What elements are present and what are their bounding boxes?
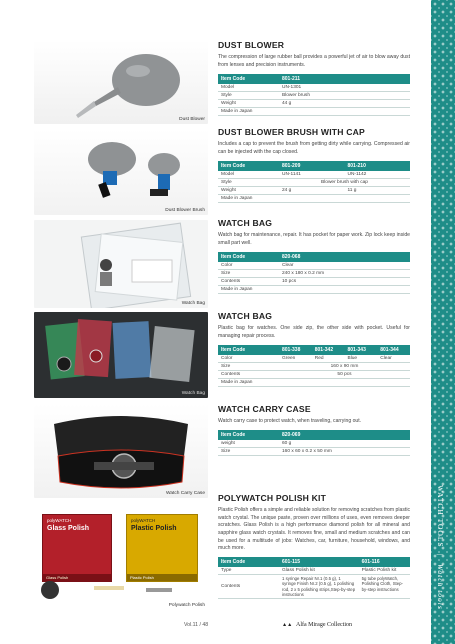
dust-blower-photo: [34, 40, 208, 124]
dust-blower-caption: Dust Blower: [179, 117, 205, 122]
watch-bag-photo: [34, 220, 208, 308]
table-row: [218, 378, 410, 386]
spec-value: UN-1142: [345, 171, 411, 179]
carry-case-caption: Watch Carry Case: [165, 491, 205, 496]
spec-value: 1 syringe Repair Nr.1 (0.5 g), 1 syringe Finish Nr.2 (0.5 g), 1 polishing rod, 2 x 5 polishing strips,Step-by-step instructions: [279, 574, 359, 598]
header-label: Item Code: [218, 557, 279, 567]
header-label: Item Code: [218, 252, 279, 262]
dust-blower-spec-table: [218, 74, 410, 116]
spec-value: Blue: [345, 355, 378, 363]
watch-bag-caption: Watch Bag: [181, 301, 205, 306]
table-row: [218, 99, 410, 107]
table-row: [218, 370, 410, 378]
table-row: [218, 171, 410, 179]
glass-polish-name: Glass Polish: [47, 525, 90, 532]
spec-label: Style: [218, 91, 279, 99]
table-row: [218, 567, 410, 575]
watch-bag-illustration: [34, 220, 208, 308]
spec-label: Size: [218, 447, 279, 455]
polish-kit-photo: [34, 504, 208, 610]
polish-accessories: [34, 504, 208, 610]
table-row: [218, 355, 410, 363]
polish-kit-section: [218, 493, 410, 599]
spec-value: UN-1301: [279, 84, 410, 92]
watch-bag-color-spec-table: [218, 345, 410, 387]
table-row: [218, 574, 410, 598]
blower-brush-illustration: [34, 129, 208, 215]
spec-label: Color: [218, 262, 279, 270]
spec-value: Red: [312, 355, 345, 363]
spec-value: 50 pcs: [279, 370, 410, 378]
carry-case-photo: [34, 404, 208, 498]
dust-blower-illustration: [34, 40, 208, 124]
item-code: 801-344: [377, 345, 410, 355]
spec-value: Blower brush with cap: [279, 178, 410, 186]
brand-name: Alfa Mirage Collection: [296, 622, 352, 628]
item-code: 801-211: [279, 74, 410, 84]
spec-label: Weight: [218, 186, 279, 194]
table-row: [218, 194, 410, 202]
item-code: 801-209: [279, 161, 345, 171]
sidebar-subcategory: Watch tools: [436, 563, 445, 610]
dust-blower-title: DUST BLOWER: [218, 40, 285, 50]
blower-brush-photo: [34, 129, 208, 215]
spec-label: Style: [218, 178, 279, 186]
sidebar-category: WATCH TOOLS: [436, 485, 445, 548]
header-label: Item Code: [218, 430, 279, 440]
watch-bag-color-description: Plastic bag for watches. One side zip, the other side with pocket. Useful for managing repair process.: [218, 325, 410, 339]
table-row: [218, 91, 410, 99]
brush-cap-description: Includes a cap to prevent the brush from getting dirty while carrying. Compressed air can be injected with the cap closed.: [218, 141, 410, 155]
table-row: [218, 107, 410, 115]
spec-label: Contents: [218, 370, 279, 378]
spec-value: Plastic Polish kit: [359, 567, 410, 575]
dust-blower-description: The compression of large rubber ball provides a powerful jet of air to blow away dust from lenses and precision instruments.: [218, 54, 410, 68]
spec-value: 160 x 90 mm: [279, 362, 410, 370]
header-label: Item Code: [218, 345, 279, 355]
watch-bags-color-photo: [34, 312, 208, 398]
item-code: 820-068: [279, 252, 410, 262]
blower-brush-caption: Dust Blower Brush: [165, 208, 205, 213]
plastic-polish-strip: Plastic Polish: [127, 574, 197, 581]
item-code: 801-343: [345, 345, 378, 355]
watch-bag-color-title: WATCH BAG: [218, 311, 273, 321]
watch-bag-color-section: [218, 311, 410, 387]
header-label: Item Code: [218, 74, 279, 84]
brush-cap-spec-table: [218, 161, 410, 203]
sidebar-label: WATCH TOOLS | Watch tools: [436, 485, 445, 610]
brush-cap-title: DUST BLOWER BRUSH WITH CAP: [218, 127, 365, 137]
table-row: [218, 178, 410, 186]
spec-value: Clear: [377, 355, 410, 363]
spec-value: Clear: [279, 262, 410, 270]
made-in: Made in Japan: [218, 285, 410, 293]
spec-label: weight: [218, 440, 279, 448]
table-row: [218, 269, 410, 277]
table-row: [218, 447, 410, 455]
category-sidebar: [431, 0, 455, 644]
brush-cap-section: [218, 127, 410, 203]
spec-value: UN-1141: [279, 171, 345, 179]
spec-label: Type: [218, 567, 279, 575]
carry-case-illustration: [34, 404, 208, 498]
carry-case-section: [218, 404, 410, 456]
spec-label: Contents: [218, 277, 279, 285]
item-code: 801-210: [345, 161, 411, 171]
spec-value: Glass Polish kit: [279, 567, 359, 575]
made-in: Made in Japan: [218, 378, 410, 386]
spec-value: Blower brush: [279, 91, 410, 99]
plastic-polish-name: Plastic Polish: [131, 525, 177, 532]
table-row: [218, 84, 410, 92]
carry-case-spec-table: [218, 430, 410, 456]
spec-label: Model: [218, 171, 279, 179]
polish-kit-spec-table: [218, 557, 410, 599]
spec-value: 11 g: [345, 186, 411, 194]
spec-label: Color: [218, 355, 279, 363]
item-code: 801-342: [312, 345, 345, 355]
carry-case-description: Watch carry case to protect watch, when traveling, carrying out.: [218, 418, 362, 424]
spec-value: 10 pcs: [279, 277, 410, 285]
carry-case-title: WATCH CARRY CASE: [218, 404, 311, 414]
table-row: [218, 440, 410, 448]
made-in: Made in Japan: [218, 107, 410, 115]
spec-value: 160 x 60 x 0.2 x 50 mm: [279, 447, 410, 455]
watch-bag-description: Watch bag for maintenance, repair. It has pocket for paper work. Zip lock keep inside small part well.: [218, 232, 410, 246]
spec-value: 44 g: [279, 99, 410, 107]
spec-label: Contents: [218, 574, 279, 598]
spec-value: 60 g: [279, 440, 410, 448]
table-row: [218, 186, 410, 194]
table-row: [218, 362, 410, 370]
watch-bags-illustration: [34, 312, 208, 398]
polish-kit-description: Plastic Polish offers a simple and reliable solution for removing scratches from plastic watch crystal. The unique paste, proven over millions of uses, even removes deeper scratches. Glass Polish is a high performance diamond polish for all mineral and sapphire glass watch crystals. It removes fine, small and medium scratches and can be used for a multitude of jobs: Watches, car, furniture, household, windows, and much more.: [218, 507, 410, 552]
plastic-polish-brand: polyWATCH: [131, 518, 156, 523]
spec-label: Weight: [218, 99, 279, 107]
dust-blower-section: [218, 40, 410, 116]
glass-polish-brand: polyWATCH: [47, 518, 72, 523]
spec-label: Model: [218, 84, 279, 92]
brand-logo-icon: ▲▲: [282, 622, 293, 628]
item-code: 801-338: [279, 345, 312, 355]
spec-label: Size: [218, 362, 279, 370]
spec-value: 240 x 180 x 0.2 mm: [279, 269, 410, 277]
table-row: [218, 285, 410, 293]
page-number: Vol.11 / 48: [184, 622, 209, 628]
polish-kit-caption: Polywatch Polish: [168, 603, 205, 608]
spec-label: Size: [218, 269, 279, 277]
watch-bag-title: WATCH BAG: [218, 218, 273, 228]
header-label: Item Code: [218, 161, 279, 171]
watch-bag-section: [218, 218, 410, 294]
item-code: 601-116: [359, 557, 410, 567]
made-in: Made in Japan: [218, 194, 410, 202]
spec-value: 5g tube polyWatch, Polishing Cloth, Step-by-step instructions: [359, 574, 410, 598]
spec-value: 24 g: [279, 186, 345, 194]
glass-polish-strip: Glass Polish: [43, 574, 111, 581]
watch-bags-caption: Watch Bag: [181, 391, 205, 396]
item-code: 601-115: [279, 557, 359, 567]
spec-value: Green: [279, 355, 312, 363]
item-code: 820-069: [279, 430, 410, 440]
table-row: [218, 262, 410, 270]
table-row: [218, 277, 410, 285]
polish-kit-title: POLYWATCH POLISH KIT: [218, 493, 327, 503]
watch-bag-spec-table: [218, 252, 410, 294]
